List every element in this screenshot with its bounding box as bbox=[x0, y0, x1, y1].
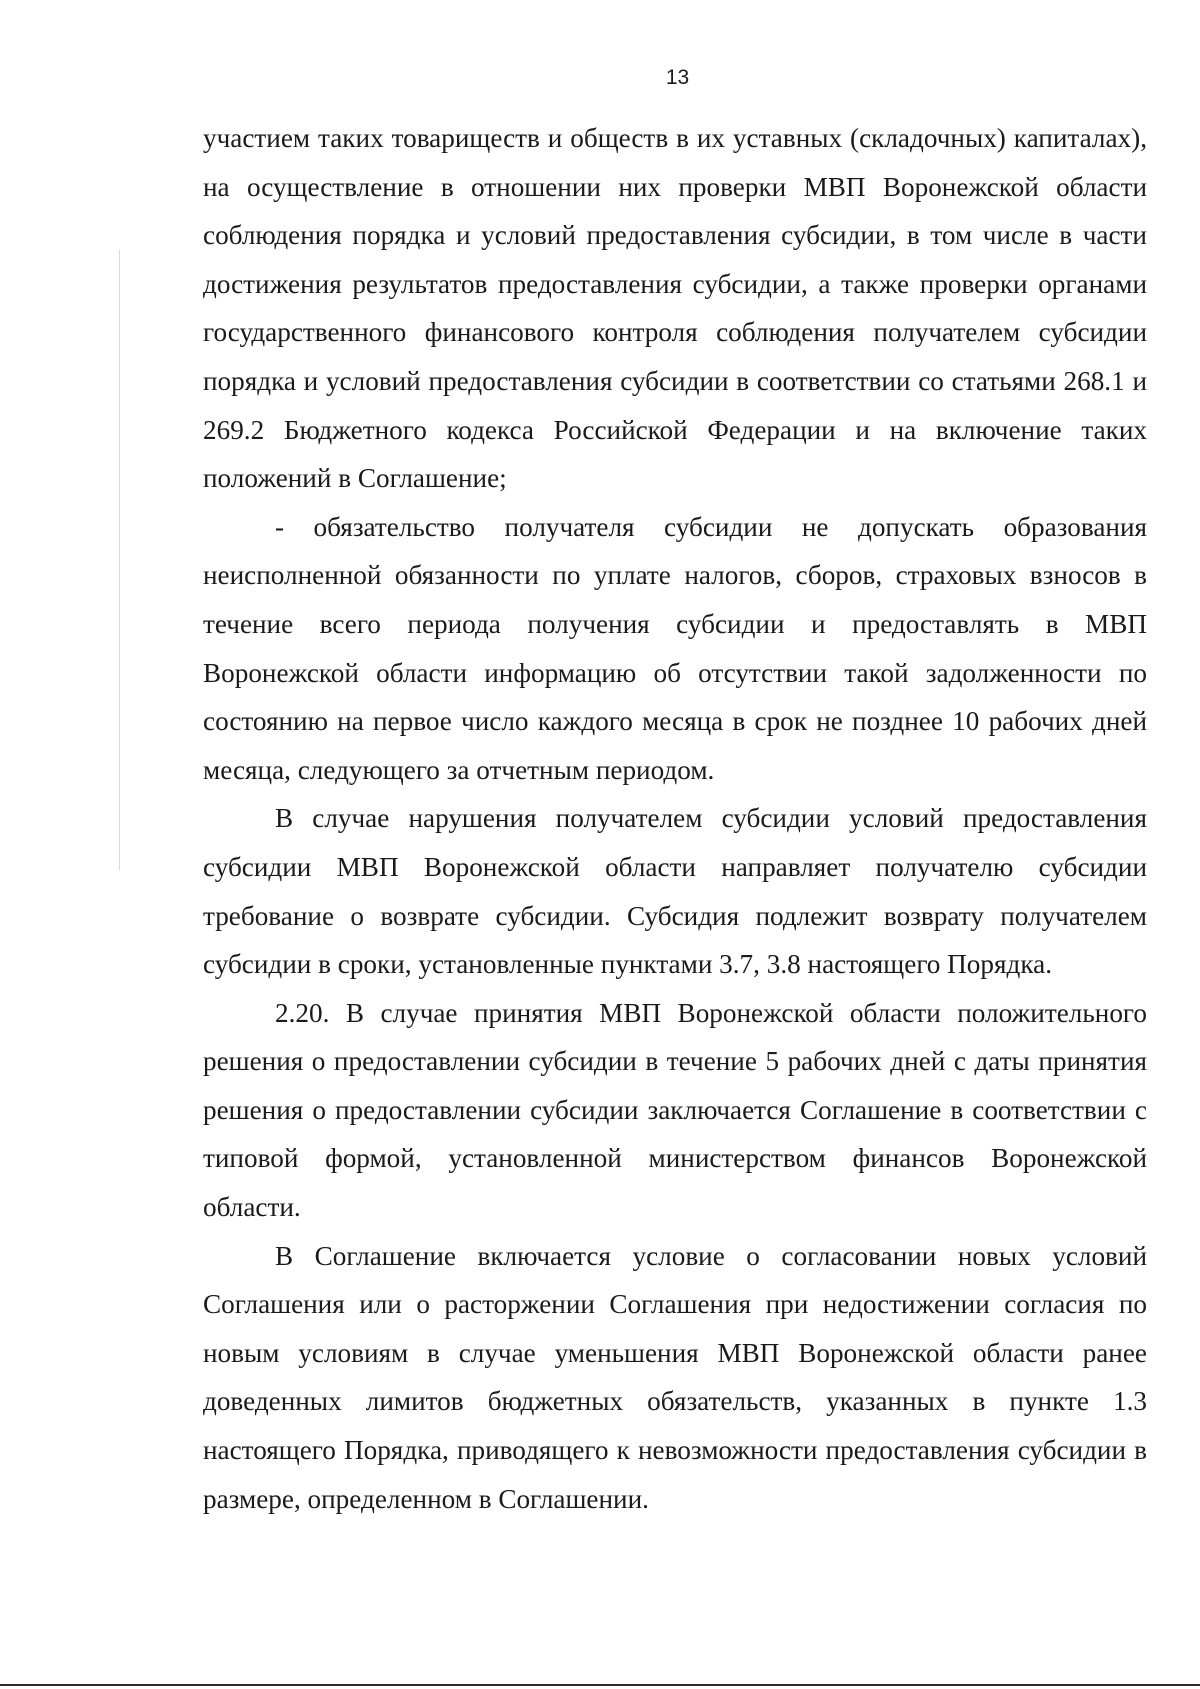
paragraph-2-20-agreement: 2.20. В случае принятия МВП Воронежской области положительного решения о предоставлении субсидии в течение 5 рабочих дней с даты принятия решения о предоставлении субсидии заключается Соглашение в соответствии с типовой формой, установленной министерством финансов Воронежской области. bbox=[203, 997, 1147, 1223]
paragraph-continuation: участием таких товариществ и обществ в их уставных (складочных) капиталах), на осуществление в отношении них проверки МВП Воронежской области соблюдения порядка и условий предоставления субсидии, в том числе в части достижения результатов предоставления субсидии, а также проверки органами государственного финансового контроля соблюдения получателем субсидии порядка и условий предоставления субсидии в соответствии со статьями 268.1 и 269.2 Бюджетного кодекса Российской Федерации и на включение таких положений в Соглашение; bbox=[203, 123, 1147, 494]
page-bottom-edge bbox=[0, 1684, 1200, 1686]
document-body bbox=[203, 114, 1147, 1523]
page-number: 13 bbox=[665, 66, 690, 89]
paragraph-obligation-taxes: - обязательство получателя субсидии не допускать образования неисполненной обязанности по уплате налогов, сборов, страховых взносов в течение всего периода получения субсидии и предоставлять в МВП Воронежской области информацию об отсутствии такой задолженности по состоянию на первое число каждого месяца в срок не позднее 10 рабочих дней месяца, следующего за отчетным периодом. bbox=[203, 511, 1147, 785]
scan-margin-line bbox=[119, 250, 120, 870]
paragraph-agreement-conditions: В Соглашение включается условие о согласовании новых условий Соглашения или о расторжении Соглашения при недостижении согласия по новым условиям в случае уменьшения МВП Воронежской области ранее доведенных лимитов бюджетных обязательств, указанных в пункте 1.3 настоящего Порядка, приводящего к невозможности предоставления субсидии в размере, определенном в Соглашении. bbox=[203, 1240, 1147, 1514]
paragraph-violation-return: В случае нарушения получателем субсидии условий предоставления субсидии МВП Воронежской области направляет получателю субсидии требование о возврате субсидии. Субсидия подлежит возврату получателем субсидии в сроки, установленные пунктами 3.7, 3.8 настоящего Порядка. bbox=[203, 803, 1147, 980]
